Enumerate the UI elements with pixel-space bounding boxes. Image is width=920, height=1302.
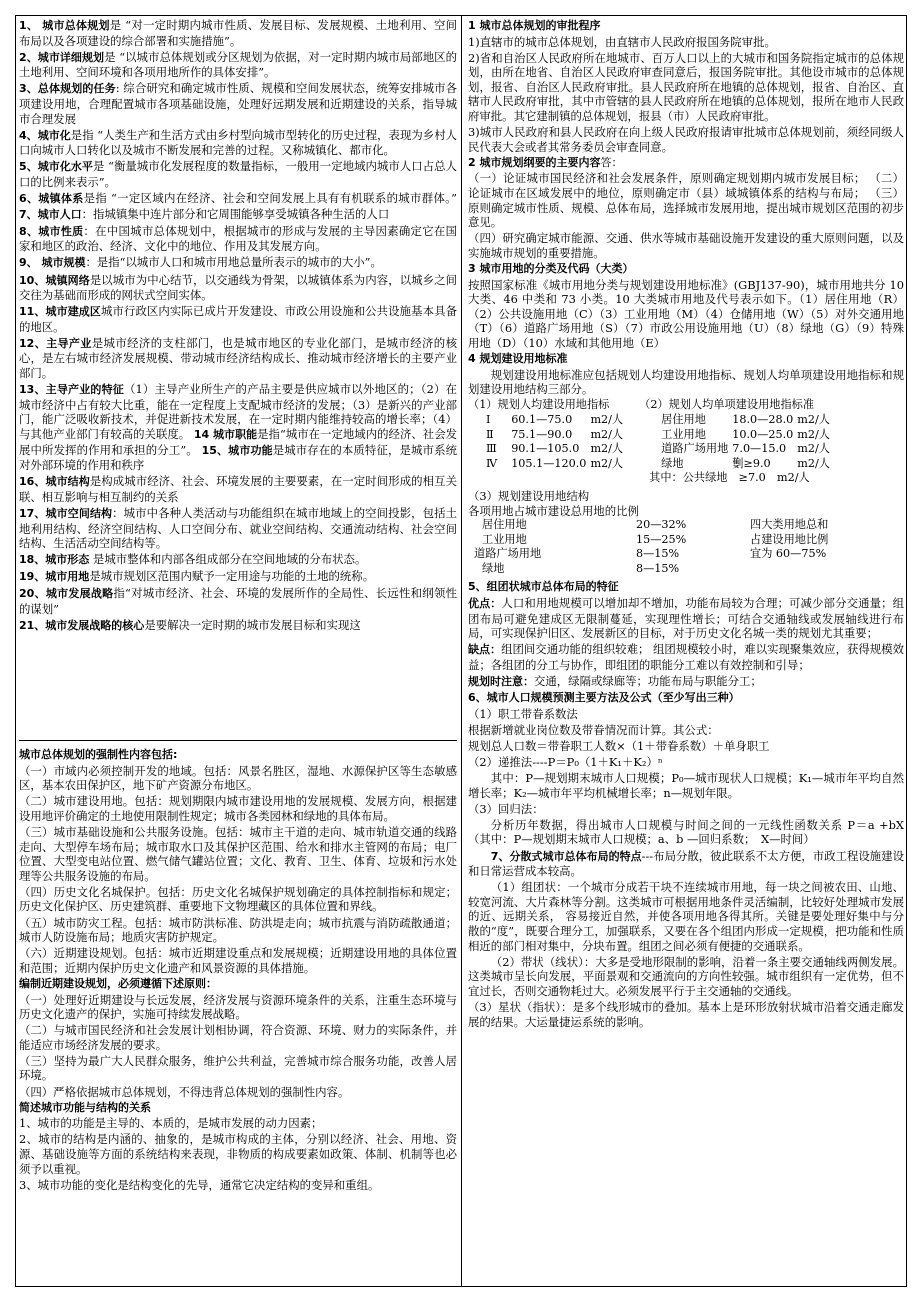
column-divider [461, 16, 462, 1286]
relation-item: 2、城市的结构是内涵的、抽象的，是城市构成的主体，分别以经济、社会、用地、资源、基础设施等方面的系统结构来表现，非物质的构成要素如政策、体制、机制等也必须予以重视。 [19, 1132, 457, 1176]
definition-text: 是以城市为中心结节，以交通线为骨架，以城镇体系为内容，以城乡之间交往为基础而形成的网状式空间实体。 [19, 272, 457, 303]
definition-item [19, 304, 457, 334]
table-row [468, 413, 834, 428]
table-cell: 绿地 [661, 456, 684, 470]
table-cell: 60.1—75.0 [511, 412, 573, 426]
dispersed-item: （3）星状（指状）：是多个线形城市的叠加。基本上是环形放射状城市沿着交通走廊发展的结果。大运量捷运系统的影响。 [468, 1000, 904, 1029]
definition-term: 6、城镇体系 [19, 192, 84, 206]
table-cell: 15—25% [636, 532, 687, 546]
dispersed-item: （2）带状（线状）：大多是受地形限制的影响，沿着一条主要交通轴线两侧发展。这类城市呈长向发展，平面景观和交通流向的方向性较强。城市组织有一定优势，但不宜过长，否则交通物耗过大。必须发展平行于主交通轴的交通线。 [468, 954, 904, 998]
principle-item: （二）与城市国民经济和社会发展计划相协调，符合资源、环境、财力的实际条件，并能适应市场经济发展的要求。 [19, 1023, 457, 1052]
dispersed-desc: ---布局分散，彼此联系不太方便，市政工程设施建设和日常运营成本较高。 [468, 848, 904, 879]
definition-item [19, 552, 457, 568]
definition-text: 是指 “人类生产和生活方式由乡村型向城市型转化的历史过程，表现为乡村人口向城市人口转化以及城市不断发展和完善的过程。又称城镇化、都市化。 [19, 127, 458, 158]
definition-text: （1）主导产业所生产的产品主要是供应城市以外地区的；（2）在城市经济中占有较大比重，能在一定程度上支配城市经济的发展；（3）是新兴的产业部门，能广泛吸收新技术，并促进新技术发展，在一定时期内能维持较高的增长率；（4）与其他产业部门有较高的关联度。 [19, 382, 458, 441]
table-cell: m2/人 [797, 427, 830, 441]
method-3-desc: 分析历年数据，得出城市人口规模与时间之间的一元线性函数关系 P＝a +bX （其中：P—规划期末城市人口规模；a、b —回归系数； X—时间） [468, 817, 916, 847]
definition-term: 20、城市发展战略 [19, 587, 114, 601]
definition-term: 16、城市结构 [19, 475, 90, 489]
definition-term: 19、城市用地 [19, 570, 90, 584]
table-cell: 绿地 [482, 561, 505, 575]
attention-text: 交通，绿隔或绿廊等；功能布局与职能分工； [534, 674, 762, 689]
definition-text: 是 “衡量城市化发展程度的数量指标，一般用一定地域内城市人口占总人口的比例来表示”。 [19, 159, 458, 189]
pros-label: 优点： [468, 597, 502, 611]
principle-item: （一）处理好近期建设与长远发展，经济发展与资源环境条件的关系，注重生态环境与历史文化遗产的保护，实施可持续发展战略。 [19, 992, 457, 1022]
mandatory-item: （一）市域内必须控制开发的地域。包括：风景名胜区，湿地、水源保护区等生态敏感区，基本农田保护区，地下矿产资源分布地区。 [19, 763, 457, 793]
table-cell: 工业用地 [661, 427, 706, 441]
table-cell: m2/人 [797, 442, 830, 456]
near-term-list [19, 993, 457, 1100]
approval-item: 3)城市人民政府和县人民政府在向上级人民政府报请审批城市总体规划前，须经同级人民代表大会或者其常务委员会审查同意。 [468, 125, 904, 154]
definition-term: 15、城市功能 [201, 443, 273, 457]
definition-term: 2、城市详细规划 [19, 50, 105, 64]
definition-text: 是城市存在的本质特征，是城市系统对外部环境的作用和秩序 [19, 442, 458, 473]
cons-text: 组团间交通功能的组织较难； 组团规模较小时，难以实现聚集效应，获得规模效益；各组团的分工与协作，即组团的职能分工难以有效控制和引导； [468, 642, 905, 672]
definition-term: 1、 城市总体规划 [19, 19, 110, 32]
heading-mandatory: 城市总体规划的强制性内容包括: [19, 748, 178, 761]
mandatory-list [19, 764, 457, 976]
table-cell: 劐≥9.0 [732, 456, 771, 470]
table-row [468, 428, 834, 443]
table-cell: m2/人 [590, 456, 624, 470]
document-sheet [15, 15, 916, 1287]
definition-term: 14 城市职能 [193, 427, 258, 441]
definitions-box [19, 18, 457, 741]
outline-item: （一）论证城市国民经济和社会发展条件，原则确定规划期内城市发展目标； （二）论证城市在区域发展中的地位，原则确定市（县）域城镇体系的结构与布局； （三）原则确定城市性质、规模、总体布局，选择城市发展用地，提出城市规划区范围的初步意见。 [468, 171, 904, 230]
definition-item [19, 506, 457, 551]
right-column [468, 18, 916, 1031]
land-standard-intro: 规划建设用地标准应包括规划人均建设用地指标、规划人均单项建设用地指标和规划建设用地结构三部分。 [468, 367, 904, 397]
table-cell: 20—32% [636, 518, 687, 532]
definition-text: 是 “以城市总体规划或分区规划为依据，对一定时期内城市局部地区的土地利用、空间环境和各项用地所作的具体安排”。 [19, 49, 458, 80]
table-cell: 占建设用地比例 [750, 532, 829, 546]
table-cell: 75.1—90.0 [511, 427, 573, 441]
definition-item [19, 191, 457, 222]
heading-land-standard: 4 规划建设用地标准 [468, 352, 568, 366]
left-column [19, 18, 457, 1194]
table-cell: 18.0—28.0 [732, 412, 794, 426]
table-cell: m2/人 [590, 412, 624, 426]
principle-item: （三）坚持为最广大人民群众服务，维护公共利益，完善城市综合服务功能，改善人居环境。 [19, 1053, 457, 1083]
definition-text: ：是指“以城市人口和城市用地总量所表示的城市的大小”。 [85, 255, 382, 270]
definition-term: 11、城市建成区 [19, 305, 101, 319]
definition-term: 5、城市化水平 [19, 160, 93, 174]
table-cell [750, 562, 832, 577]
cons-label: 缺点： [468, 643, 502, 657]
definition-term: 21、城市发展战略的核心 [19, 619, 145, 633]
table-cell: 宜为 60—75% [750, 547, 827, 561]
mandatory-content-box [19, 741, 457, 1192]
table-cell: Ⅰ [486, 412, 491, 426]
definition-term: 4、城市化 [19, 128, 71, 142]
definition-term: 3、总体规划的任务 [19, 82, 116, 96]
table-header: （2）规划人均单项建设用地指标准 [639, 398, 815, 412]
structure-subheading: 各项用地占城市建设总用地的比例 [468, 503, 639, 518]
definition-text: 是指“城市在一定地域内的经济、社会发展中所发挥的作用和承担的分工”。 [19, 426, 458, 457]
table-cell: Ⅱ [486, 427, 494, 441]
definition-text: ：指城镇集中连片部分和它周围能够享受城镇各种生活的人口 [81, 206, 390, 221]
method-1-formula: 规划总人口数＝带眷职工人数×（1＋带眷系数）＋单身职工 [468, 738, 770, 753]
heading-outline-suffix: 答： [600, 155, 623, 169]
mandatory-item: （六）近期建设规划。包括：城市近期建设重点和发展规模；近期建设用地的具体位置和范围；近期内保护历史文化遗产和风景资源的具体措施。 [19, 946, 457, 975]
table-cell: m2/人 [590, 427, 624, 441]
dispersed-title: 7、分散式城市总体布局的特点 [490, 849, 642, 863]
relation-item: 3、城市功能的变化是结构变化的先导，通常它决定结构的变异和重组。 [19, 1177, 380, 1192]
table-row [468, 518, 832, 533]
heading-near-term: 编制近期建设规划，必须遵循下述原则： [19, 976, 217, 990]
definition-item [19, 81, 457, 126]
outline-item: （四）研究确定城市能源、交通、供水等城市基础设施开发建设的重大原则问题，以及实施城市规划的重要措施。 [468, 231, 904, 260]
definition-text: 是构成城市经济、社会、环境发展的主要要素，在一定时间形成的相互关联、相互影响与相互制约的关系 [19, 474, 457, 504]
table-cell: m2/人 [797, 412, 830, 426]
definition-text: ：城市中各种人类活动与功能组织在城市地域上的空间投影，包括土地利用结构、经济空间结构、人口空间分布、就业空间结构、交通流动结构、社会空间结构、生活活动空间结构等。 [19, 505, 457, 551]
heading-outline [468, 156, 904, 171]
definition-term: 12、主导产业 [19, 336, 92, 350]
table-note: 其中：公共绿地 ≥7.0 m2/人 [649, 471, 810, 485]
mandatory-item: （二）城市建设用地。包括：规划期限内城市建设用地的发展规模、发展方向，根据建设用地评价确定的土地使用限制性规定；城市各类园林和绿地的具体布局。 [19, 794, 457, 823]
definition-item [19, 336, 457, 381]
heading-cluster: 5、组团状城市总体布局的特征 [468, 580, 619, 594]
table-cell: 90.1—105.0 [511, 442, 580, 456]
definition-item [19, 159, 457, 189]
table-cell: 8—15% [636, 547, 680, 561]
cluster-attention [468, 674, 904, 690]
method-2-desc: 其中：P—规划期末城市人口规模；P₀—城市现状人口规模；K₁—城市年平均自然增长率；K₂—城市年平均机械增长率；n—规划年限。 [468, 771, 904, 800]
table-row [468, 442, 834, 457]
definition-text: 是指 “一定区域内在经济、社会和空间发展上具有有机联系的城市群体。” [83, 191, 457, 206]
definition-term: 18、城市形态 [19, 553, 90, 567]
table-cell: 8—15% [636, 561, 680, 575]
definition-item [19, 569, 457, 585]
heading-approval: 1 城市总体规划的审批程序 [468, 19, 601, 32]
cluster-pros [468, 596, 904, 641]
table-cell: Ⅳ [486, 456, 498, 470]
attention-label: 规划时注意： [468, 675, 534, 689]
table-cell: m2/人 [797, 456, 830, 470]
table-row [468, 562, 832, 577]
table-header: （1）规划人均建设用地指标 [468, 398, 610, 412]
method-1-desc: 根据新增就业岗位数及带眷情况而计算。其公式： [468, 722, 719, 737]
structure-table [468, 518, 832, 576]
method-3: （3）回归法： [468, 801, 544, 816]
definition-text: 是 “对一定时期内城市性质、发展目标、发展规模、土地利用、空间布局以及各项建设的综合部署和实施措施”。 [19, 18, 457, 48]
mandatory-item: （五）城市防灾工程。包括：城市防洪标准、防洪堤走向；城市抗震与消防疏散通道；城市人防设施布局；地质灾害防护规定。 [19, 915, 457, 945]
table-cell: 四大类用地总和 [750, 518, 829, 532]
definition-text: 城市行政区内实际已成片开发建设、市政公用设施和公共设施基本具备的地区。 [19, 304, 457, 334]
heading-outline-text: 2 城市规划纲要的主要内容 [468, 155, 601, 169]
land-standard-table [468, 398, 834, 486]
table-cell: 道路广场用地 [661, 442, 729, 456]
definition-item [19, 18, 457, 48]
definition-item [19, 273, 457, 303]
definition-text: 是城市经济的支柱部门，也是城市地区的专业化部门，是城市经济的核心，是左右城市经济发展规模、带动城市经济结构成长、推动城市经济增长的主要产业部门。 [19, 335, 457, 381]
definition-term: 7、城市人口 [19, 207, 82, 221]
relation-item: 1、城市的功能是主导的、本质的，是城市发展的动力因素； [19, 1116, 323, 1131]
definition-term: 13、主导产业的特征 [19, 383, 124, 397]
pros-text: 人口和用地规模可以增加却不增加，功能布局较为合理；可减少部分交通量；组团布局可避免建成区无限制蔓延，实现理性增长；可结合交通轴线或发展轴线进行布局，可实现保护旧区、发展新区的目标，对于历史文化名城一类的规划尤其重要； [468, 596, 904, 641]
heading-population: 6、城市人口规模预测主要方法及公式（至少写出三种） [468, 691, 740, 705]
definition-text: ：在中国城市总体规划中，根据城市的形成与发展的主导因素确定它在国家和地区的政治、经济、文化中的地位、作用及其发展方向。 [19, 223, 457, 254]
definition-text: 指“对城市经济、社会、环境的发展所作的全局性、长远性和纲领性的谋划” [19, 586, 457, 616]
definition-term: 9、 城市规模 [19, 256, 86, 270]
heading-land-class: 3 城市用地的分类及代码（大类） [468, 262, 634, 275]
dispersed-item: （1）组团状：一个城市分成若干块不连续城市用地，每一块之间被农田、山地、较宽河流、大片森林等分割。这类城市可根据用地条件灵活编制，比较好处理城市发展的近、远期关系， 容易接近自然，并使各项用地各得其所。关键是要处理好集中与分散的“度”，既要合理分工，加强联系，又要在各个组团内形成一定规模，把功能和性质相近的部门相对集中，分块布置。组团之间必须有便捷的交通联系。 [468, 880, 904, 953]
definition-term: 17、城市空间结构 [19, 506, 113, 520]
table-row [468, 457, 834, 472]
table-cell: m2/人 [590, 442, 624, 456]
table-cell: 105.1—120.0 [511, 456, 587, 470]
mandatory-item: （三）城市基础设施和公共服务设施。包括：城市主干道的走向、城市轨道交通的线路走向、大型停车场布局；城市取水口及其保护区范围、给水和排水主管网的布局；电厂位置、大型变电站位置、燃气储气罐站位置；文化、教育、卫生、体育、垃圾和污水处理等公共服务设施的布局。 [19, 824, 457, 883]
definition-item [19, 618, 457, 634]
definition-term: 10、城镇网络 [19, 273, 90, 287]
definition-text: 是要解决一定时期的城市发展目标和实现这 [144, 618, 361, 633]
definition-text: 是城市规划区范围内赋予一定用途与功能的土地的统称。 [89, 569, 375, 584]
approval-item: 1)直辖市的城市总体规划，由直辖市人民政府报国务院审批。 [468, 34, 776, 49]
table-cell: 7.0—15.0 [732, 442, 787, 456]
definition-item [19, 382, 457, 473]
method-1: （1）职工带眷系数法 [468, 706, 578, 721]
method-2: （2）递推法----P＝P₀（1＋K₁＋K₂）ⁿ [468, 755, 663, 769]
dispersed-heading [468, 849, 904, 879]
land-class-text: 按照国家标准《城市用地分类与规划建设用地标准》(GBJ137-90)，城市用地共分 10 大类、46 中类和 73 小类。10 大类城市用地及代号表示如下。（1）居住用地（R）（2）公共设施用地（C）（3）工业用地（M）（4）仓储用地（W）（5）对外交通用地（T）（6）道路广场用地（S）（7）市政公用设施用地（U）（8）绿地（G）（9）特殊用地（D）（10）水域和其他用地（E） [468, 277, 904, 350]
table-cell: 居住用地 [661, 412, 706, 426]
table-row [468, 547, 832, 562]
mandatory-item: （四）历史文化名城保护。包括：历史文化名城保护规划确定的具体控制指标和规定；历史文化保护区、历史建筑群、重要地下文物埋藏区的具体位置和界线。 [19, 884, 457, 914]
principle-item: （四）严格依据城市总体规划，不得违背总体规划的强制性内容。 [19, 1084, 350, 1099]
definition-item [19, 255, 457, 271]
definition-item [19, 586, 457, 616]
table-row [468, 533, 832, 548]
table-cell: 居住用地 [482, 518, 527, 532]
table-cell: 道路广场用地 [474, 547, 542, 561]
heading-function-structure: 简述城市功能与结构的关系 [19, 1100, 151, 1114]
definition-item [19, 224, 457, 254]
table-cell: 10.0—25.0 [732, 427, 794, 441]
structure-heading: （3）规划建设用地结构 [468, 488, 590, 503]
table-cell: 工业用地 [482, 532, 527, 546]
function-structure-list [19, 1116, 457, 1192]
definition-item [19, 50, 457, 80]
definition-item [19, 474, 457, 504]
definition-term: 8、城市性质 [19, 224, 84, 238]
table-row [468, 471, 834, 486]
approval-item: 2)省和自治区人民政府所在地城市、百万人口以上的大城市和国务院指定城市的总体规划，由所在地省、自治区人民政府审查同意后，报国务院审批。其他设市城市的总体规划，报省、自治区人民政府审批。县人民政府所在地镇的总体规划，报省、自治区、直辖市人民政府审批，其中市管辖的县人民政府所在地镇的总体规划，报所在地市人民政府审批。其它建制镇的总体规划，报县（市）人民政府审批。 [468, 50, 904, 124]
table-header-row [468, 398, 834, 413]
cluster-cons [468, 642, 904, 672]
table-cell: Ⅲ [486, 442, 497, 456]
definition-text: 是城市整体和内部各组成部分在空间地域的分布状态。 [89, 552, 367, 567]
definition-text: : 综合研究和确定城市性质、规模和空间发展状态，统筹安排城市各项建设用地，合理配置城市各项基础设施，处理好远期发展和近期建设的关系，指导城市合理发展 [19, 81, 457, 126]
definition-item [19, 128, 457, 158]
